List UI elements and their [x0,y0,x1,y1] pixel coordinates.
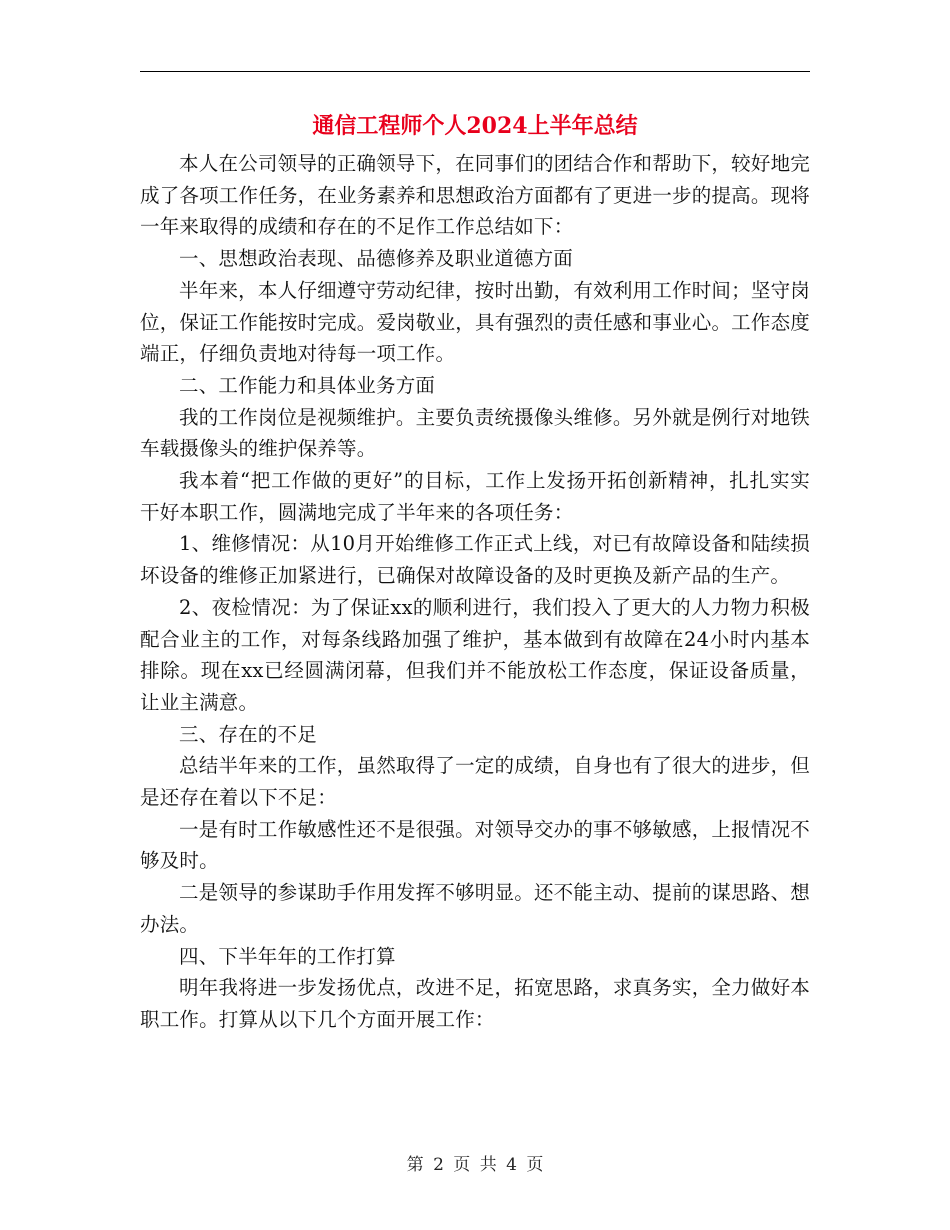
paragraph: 二是领导的参谋助手作用发挥不够明显。还不能主动、提前的谋思路、想办法。 [140,881,810,936]
paragraph: 一是有时工作敏感性还不是很强。对领导交办的事不够敏感，上报情况不够及时。 [140,817,810,873]
list-item-repair: 1、维修情况：从10月开始维修工作正式上线，对已有故障设备和陆续损坏设备的维修正加紧进行，已确保对故障设备的及时更换及新产品的生产。 [140,532,810,588]
list-item-night-check: 2、夜检情况：为了保证xx的顺利进行，我们投入了更大的人力物力积极配合业主的工作，对每条线路加强了维护，基本做到有故障在24小时内基本排除。现在xx已经圆满闭幕，但我们并不能放松工作态度，保证设备质量，让业主满意。 [140,595,810,714]
paragraph: 我的工作岗位是视频维护。主要负责统摄像头维修。另外就是例行对地铁车载摄像头的维护保养等。 [140,405,810,461]
section-heading-3: 三、存在的不足 [179,722,317,746]
page-number: 第 2 页 共 4 页 [406,1155,544,1175]
paragraph: 明年我将进一步发扬优点，改进不足，拓宽思路，求真务实，全力做好本职工作。打算从以下几个方面开展工作： [140,976,810,1031]
paragraph: 总结半年来的工作，虽然取得了一定的成绩，自身也有了很大的进步，但是还存在着以下不足： [140,754,810,810]
section-heading-2: 二、工作能力和具体业务方面 [179,373,436,397]
section-heading-1: 一、思想政治表现、品德修养及职业道德方面 [179,247,574,271]
paragraph: 我本着“把工作做的更好”的目标，工作上发扬开拓创新精神，扎扎实实干好本职工作，圆满地完成了半年来的各项任务： [140,469,810,524]
paragraph: 半年来，本人仔细遵守劳动纪律，按时出勤，有效利用工作时间；坚守岗位，保证工作能按时完成。爱岗敬业，具有强烈的责任感和事业心。工作态度端正，仔细负责地对待每一项工作。 [140,278,810,366]
document-title: 通信工程师个人2024上半年总结 [312,113,638,139]
section-heading-4: 四、下半年年的工作打算 [179,944,396,968]
document-body [140,148,810,1036]
header-rule [140,71,810,72]
paragraph-intro: 本人在公司领导的正确领导下，在同事们的团结合作和帮助下，较好地完成了各项工作任务，在业务素养和思想政治方面都有了更进一步的提高。现将一年来取得的成绩和存在的不足作工作总结如下： [140,152,810,239]
